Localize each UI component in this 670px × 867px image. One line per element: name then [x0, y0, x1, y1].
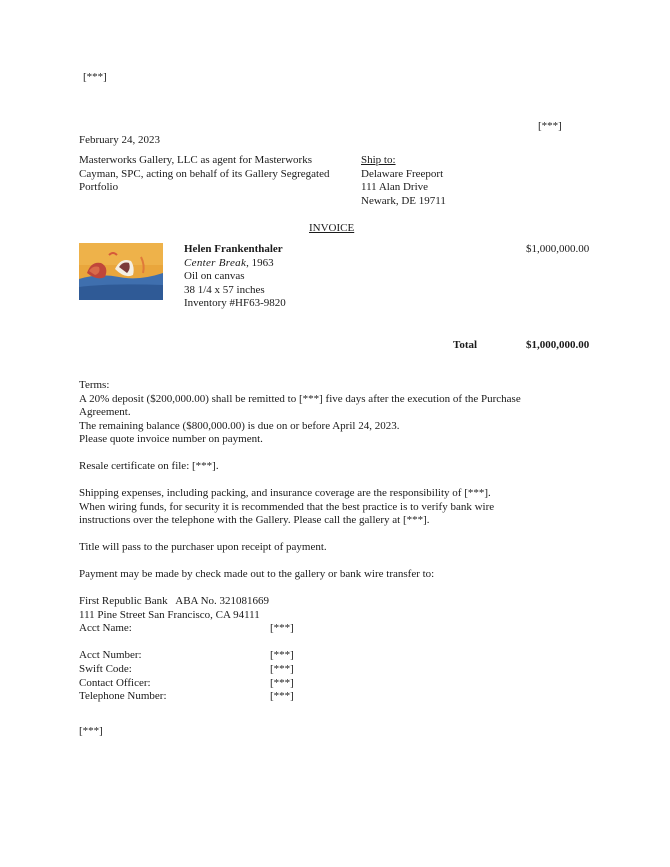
bank-field-value: [***]: [270, 690, 294, 702]
title-pass-note: Title will pass to the purchaser upon receipt of payment.: [79, 541, 327, 553]
shipping-line: When wiring funds, for security it is recommended that the best practice is to verify bank wire: [79, 500, 495, 513]
bank-field-label: Telephone Number:: [79, 690, 167, 702]
item-medium: Oil on canvas: [184, 270, 245, 283]
terms-heading: Terms:: [79, 379, 110, 391]
bank-field-value: [***]: [270, 663, 294, 675]
item-dimensions: 38 1/4 x 57 inches: [184, 283, 265, 296]
bank-field-label: Acct Number:: [79, 649, 142, 661]
bank-field-label: Acct Name:: [79, 622, 132, 634]
terms-line: Agreement.: [79, 406, 131, 419]
terms-line: The remaining balance ($800,000.00) is due on or before April 24, 2023.: [79, 419, 400, 432]
resale-certificate: Resale certificate on file: [***].: [79, 460, 219, 472]
ship-to-block: [361, 154, 446, 208]
bill-to-line: Portfolio: [79, 181, 119, 194]
item-price: $1,000,000.00: [526, 243, 590, 255]
item-inventory: Inventory #HF63-9820: [184, 297, 286, 310]
item-title-line: [184, 257, 286, 271]
invoice-date: February 24, 2023: [79, 134, 160, 146]
ship-to-label: Ship to:: [361, 154, 396, 166]
ship-to-line: 111 Alan Drive: [361, 181, 429, 194]
ship-to-line: Delaware Freeport: [361, 167, 444, 180]
bill-to-block: [79, 154, 330, 195]
invoice-title: INVOICE: [309, 222, 355, 234]
shipping-line: instructions over the telephone with the Gallery. Please call the gallery at [***].: [79, 514, 430, 527]
header-redacted: [***]: [83, 71, 107, 83]
item-title: Center Break: [184, 256, 247, 269]
item-year: , 1963: [246, 256, 274, 269]
bank-address: 111 Pine Street San Francisco, CA 94111: [79, 609, 260, 621]
item-artist: Helen Frankenthaler: [184, 243, 283, 255]
shipping-line: Shipping expenses, including packing, and insurance coverage are the responsibility of [***].: [79, 487, 491, 499]
shipping-block: [79, 487, 494, 528]
bank-field-value: [***]: [270, 677, 294, 689]
terms-block: [79, 379, 521, 447]
bank-field-label: Contact Officer:: [79, 677, 151, 689]
terms-line: Please quote invoice number on payment.: [79, 433, 263, 446]
bill-to-line: Cayman, SPC, acting on behalf of its Gallery Segregated: [79, 167, 330, 180]
bank-field-label: Swift Code:: [79, 663, 132, 675]
total-label: Total: [453, 339, 478, 351]
bill-to-line: Masterworks Gallery, LLC as agent for Masterworks: [79, 154, 312, 166]
ship-to-line: Newark, DE 19711: [361, 194, 446, 207]
footer-redacted: [***]: [79, 725, 103, 737]
payment-note: Payment may be made by check made out to the gallery or bank wire transfer to:: [79, 568, 435, 580]
header-redacted-right: [***]: [538, 120, 562, 132]
terms-line: A 20% deposit ($200,000.00) shall be remitted to [***] five days after the execution of the Purchase: [79, 392, 521, 405]
total-amount: $1,000,000.00: [526, 339, 590, 351]
item-description: [184, 243, 286, 311]
bank-name-line: First Republic Bank ABA No. 321081669: [79, 595, 270, 607]
artwork-thumbnail: [79, 243, 163, 300]
bank-field-value: [***]: [270, 649, 294, 661]
bank-field-value: [***]: [270, 622, 294, 634]
artwork-image: [79, 243, 163, 300]
